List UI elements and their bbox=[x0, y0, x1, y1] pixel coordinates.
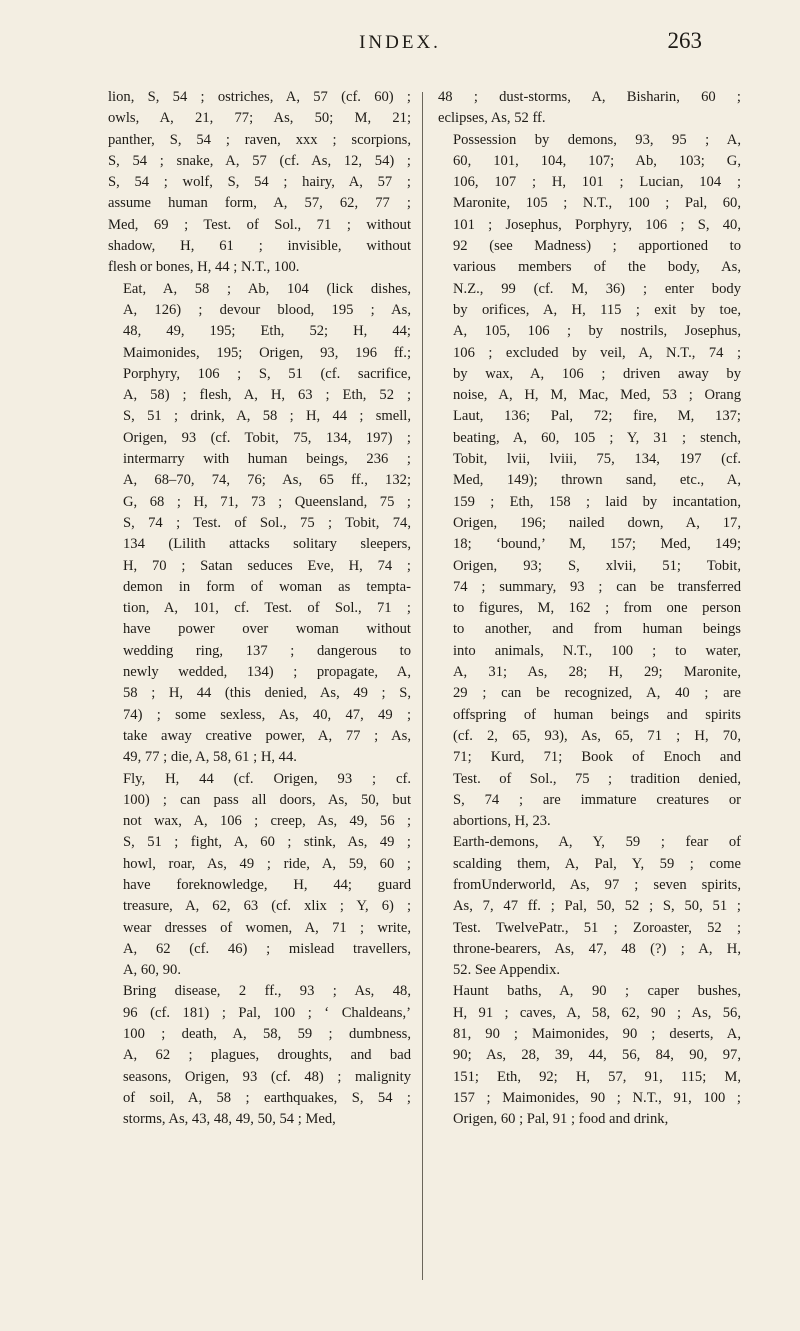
text-line: A, 62 (cf. 46) ; mislead travellers, bbox=[123, 940, 411, 957]
index-entry bbox=[438, 832, 741, 981]
text-line: 92 (see Madness) ; apportioned to bbox=[453, 238, 741, 255]
text-line: eclipses, As, 52 ff. bbox=[438, 110, 546, 127]
column-divider bbox=[422, 92, 423, 1280]
text-line: 18; ‘bound,’ M, 157; Med, 149; bbox=[453, 536, 741, 553]
text-line: have foreknowledge, H, 44; guard bbox=[123, 876, 411, 893]
text-line: S, 51 ; drink, A, 58 ; H, 44 ; smell, bbox=[123, 408, 411, 425]
text-line: tion, A, 101, cf. Test. of Sol., 71 ; bbox=[123, 600, 411, 617]
text-line: 71; Kurd, 71; Book of Enoch and bbox=[453, 749, 741, 766]
text-line: fromUnderworld, As, 97 ; seven spirits, bbox=[453, 876, 741, 893]
text-line: S, 54 ; snake, A, 57 (cf. As, 12, 54) ; bbox=[108, 152, 411, 169]
text-line: 101 ; Josephus, Porphyry, 106 ; S, 40, bbox=[453, 216, 741, 233]
text-line: 48 ; dust-storms, A, Bisharin, 60 ; bbox=[438, 89, 741, 105]
text-line: shadow, H, 61 ; invisible, without bbox=[108, 238, 411, 255]
text-line: 29 ; can be recognized, A, 40 ; are bbox=[453, 685, 741, 702]
text-line: Test. TwelvePatr., 51 ; Zoroaster, 52 ; bbox=[453, 919, 741, 936]
text-line: Maronite, 105 ; N.T., 100 ; Pal, 60, bbox=[453, 195, 741, 212]
text-line: flesh or bones, H, 44 ; N.T., 100. bbox=[108, 259, 300, 276]
text-line: A, 58) ; flesh, A, H, 63 ; Eth, 52 ; bbox=[123, 387, 411, 404]
text-line: newly wedded, 134) ; propagate, A, bbox=[123, 664, 411, 681]
text-line: S, 74 ; are immature creatures or bbox=[453, 791, 741, 808]
text-line: of soil, A, 58 ; earthquakes, S, 54 ; bbox=[123, 1089, 411, 1106]
index-entry bbox=[108, 981, 411, 1130]
text-line: Porphyry, 106 ; S, 51 (cf. sacrifice, bbox=[123, 365, 411, 382]
text-line: wear dresses of women, A, 71 ; write, bbox=[123, 919, 411, 936]
text-line: 106, 107 ; H, 101 ; Lucian, 104 ; bbox=[453, 174, 741, 191]
text-line: into animals, N.T., 100 ; to water, bbox=[453, 642, 741, 659]
index-entry bbox=[108, 87, 411, 279]
text-line: Med, 69 ; Test. of Sol., 71 ; without bbox=[108, 216, 411, 233]
text-line: abortions, H, 23. bbox=[453, 813, 551, 830]
text-line: Origen, 60 ; Pal, 91 ; food and drink, bbox=[453, 1111, 669, 1128]
text-line: have power over woman without bbox=[123, 621, 411, 638]
text-line: Laut, 136; Pal, 72; fire, M, 137; bbox=[453, 408, 741, 425]
text-line: S, 74 ; Test. of Sol., 75 ; Tobit, 74, bbox=[123, 514, 411, 531]
text-line: Tobit, lvii, lviii, 75, 134, 197 (cf. bbox=[453, 451, 741, 468]
text-line: Haunt baths, A, 90 ; caper bushes, bbox=[453, 983, 741, 1000]
text-line: Origen, 196; nailed down, A, 17, bbox=[453, 514, 741, 531]
index-entry bbox=[108, 279, 411, 769]
page-number: 263 bbox=[667, 28, 702, 53]
left-column bbox=[108, 87, 411, 1131]
text-line: 151; Eth, 92; H, 57, 91, 115; M, bbox=[453, 1068, 741, 1085]
text-line: demon in form of woman as tempta- bbox=[123, 578, 411, 595]
text-line: S, 54 ; wolf, S, 54 ; hairy, A, 57 ; bbox=[108, 174, 411, 191]
text-line: owls, A, 21, 77; As, 50; M, 21; bbox=[108, 110, 411, 127]
index-entry bbox=[438, 981, 741, 1130]
text-line: 159 ; Eth, 158 ; laid by incantation, bbox=[453, 493, 741, 510]
text-line: take away creative power, A, 77 ; As, bbox=[123, 727, 411, 744]
text-line: 106 ; excluded by veil, A, N.T., 74 ; bbox=[453, 344, 741, 361]
text-line: not wax, A, 106 ; creep, As, 49, 56 ; bbox=[123, 813, 411, 830]
text-line: 58 ; H, 44 (this denied, As, 49 ; S, bbox=[123, 685, 411, 702]
text-line: lion, S, 54 ; ostriches, A, 57 (cf. 60) ; bbox=[108, 89, 411, 105]
text-line: 52. See Appendix. bbox=[453, 962, 561, 979]
text-line: As, 7, 47 ff. ; Pal, 50, 52 ; S, 50, 51 ; bbox=[453, 898, 741, 915]
text-line: Fly, H, 44 (cf. Origen, 93 ; cf. bbox=[123, 770, 411, 787]
text-line: Test. of Sol., 75 ; tradition denied, bbox=[453, 770, 741, 787]
text-line: A, 31; As, 28; H, 29; Maronite, bbox=[453, 664, 741, 681]
text-line: 81, 90 ; Maimonides, 90 ; deserts, A, bbox=[453, 1026, 741, 1043]
text-line: (cf. 2, 65, 93), As, 65, 71 ; H, 70, bbox=[453, 727, 741, 744]
text-line: Med, 149); thrown sand, etc., A, bbox=[453, 472, 741, 489]
text-line: A, 105, 106 ; by nostrils, Josephus, bbox=[453, 323, 741, 340]
text-line: to another, and from human beings bbox=[453, 621, 741, 638]
text-line: 134 (Lilith attacks solitary sleepers, bbox=[123, 536, 411, 553]
index-entry bbox=[438, 87, 741, 130]
right-column bbox=[438, 87, 741, 1131]
text-line: 157 ; Maimonides, 90 ; N.T., 91, 100 ; bbox=[453, 1089, 741, 1106]
text-line: intermarry with human beings, 236 ; bbox=[123, 451, 411, 468]
text-line: A, 62 ; plagues, droughts, and bad bbox=[123, 1047, 411, 1064]
text-line: various members of the body, As, bbox=[453, 259, 741, 276]
text-line: storms, As, 43, 48, 49, 50, 54 ; Med, bbox=[123, 1111, 336, 1128]
text-line: throne-bearers, As, 47, 48 (?) ; A, H, bbox=[453, 940, 741, 957]
text-line: scalding them, A, Pal, Y, 59 ; come bbox=[453, 855, 741, 872]
index-entry bbox=[438, 130, 741, 833]
text-line: Earth-demons, A, Y, 59 ; fear of bbox=[453, 834, 741, 851]
text-line: beating, A, 60, 105 ; Y, 31 ; stench, bbox=[453, 429, 741, 446]
text-line: 49, 77 ; die, A, 58, 61 ; H, 44. bbox=[123, 749, 297, 766]
text-line: wedding ring, 137 ; dangerous to bbox=[123, 642, 411, 659]
text-line: H, 70 ; Satan seduces Eve, H, 74 ; bbox=[123, 557, 411, 574]
text-line: A, 126) ; devour blood, 195 ; As, bbox=[123, 301, 411, 318]
text-line: 96 (cf. 181) ; Pal, 100 ; ‘ Chaldeans,’ bbox=[123, 1004, 411, 1021]
text-line: seasons, Origen, 93 (cf. 48) ; malignity bbox=[123, 1068, 411, 1085]
text-line: A, 60, 90. bbox=[123, 962, 181, 979]
text-line: noise, A, H, M, Mac, Med, 53 ; Orang bbox=[453, 387, 741, 404]
page-header bbox=[0, 0, 800, 60]
text-line: panther, S, 54 ; raven, xxx ; scorpions, bbox=[108, 131, 411, 148]
text-line: 74 ; summary, 93 ; can be transferred bbox=[453, 578, 741, 595]
text-line: Bring disease, 2 ff., 93 ; As, 48, bbox=[123, 983, 411, 1000]
index-entry bbox=[108, 769, 411, 982]
text-line: A, 68–70, 74, 76; As, 65 ff., 132; bbox=[123, 472, 411, 489]
text-line: 60, 101, 104, 107; Ab, 103; G, bbox=[453, 152, 741, 169]
text-line: assume human form, A, 57, 62, 77 ; bbox=[108, 195, 411, 212]
text-line: by wax, A, 106 ; driven away by bbox=[453, 365, 741, 382]
running-title: INDEX. bbox=[359, 32, 441, 53]
text-line: Origen, 93; S, xlvii, 51; Tobit, bbox=[453, 557, 741, 574]
text-line: G, 68 ; H, 71, 73 ; Queensland, 75 ; bbox=[123, 493, 411, 510]
text-line: howl, roar, As, 49 ; ride, A, 59, 60 ; bbox=[123, 855, 411, 872]
text-line: offspring of human beings and spirits bbox=[453, 706, 741, 723]
text-line: 100 ; death, A, 58, 59 ; dumbness, bbox=[123, 1026, 411, 1043]
text-line: Origen, 93 (cf. Tobit, 75, 134, 197) ; bbox=[123, 429, 411, 446]
text-line: Maimonides, 195; Origen, 93, 196 ff.; bbox=[123, 344, 411, 361]
text-line: 90; As, 28, 39, 44, 56, 84, 90, 97, bbox=[453, 1047, 741, 1064]
text-line: 100) ; can pass all doors, As, 50, but bbox=[123, 791, 411, 808]
text-line: Eat, A, 58 ; Ab, 104 (lick dishes, bbox=[123, 280, 411, 297]
text-line: H, 91 ; caves, A, 58, 62, 90 ; As, 56, bbox=[453, 1004, 741, 1021]
text-line: to figures, M, 162 ; from one person bbox=[453, 600, 741, 617]
text-line: treasure, A, 62, 63 (cf. xlix ; Y, 6) ; bbox=[123, 898, 411, 915]
text-line: N.Z., 99 (cf. M, 36) ; enter body bbox=[453, 280, 741, 297]
text-line: Possession by demons, 93, 95 ; A, bbox=[453, 131, 741, 148]
text-line: 48, 49, 195; Eth, 52; H, 44; bbox=[123, 323, 411, 340]
text-line: 74) ; some sexless, As, 40, 47, 49 ; bbox=[123, 706, 411, 723]
text-line: S, 51 ; fight, A, 60 ; stink, As, 49 ; bbox=[123, 834, 411, 851]
text-line: by orifices, A, H, 115 ; exit by toe, bbox=[453, 301, 741, 318]
